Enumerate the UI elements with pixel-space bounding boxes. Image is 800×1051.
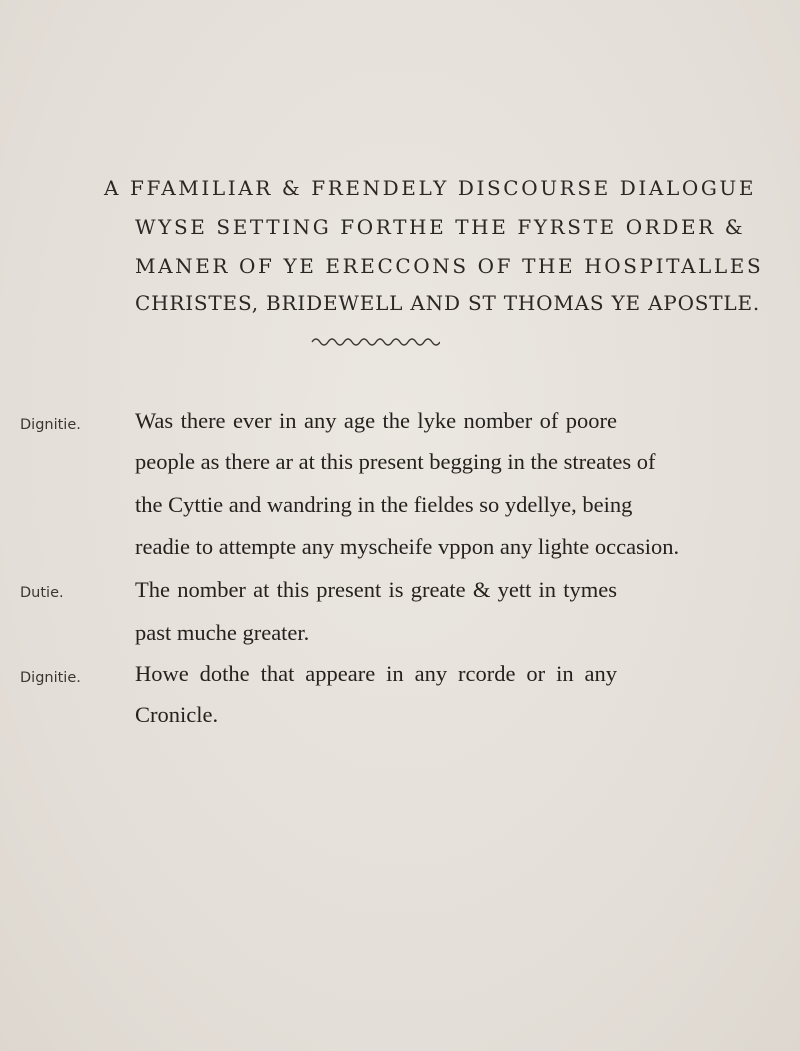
body-line-3: the Cyttie and wandring in the fieldes so ydellye, being (135, 492, 633, 517)
heading-line-1: A FFAMILIAR & FRENDELY DISCOURSE DIALOGUE (104, 176, 757, 200)
ornament-divider (310, 334, 440, 348)
body-line-8: Cronicle. (135, 702, 219, 727)
body-line-1: Was there ever in any age the lyke nomber of poore (135, 408, 617, 433)
margin-note-dutie: Dutie. (20, 585, 64, 601)
body-line-7: Howe dothe that appeare in any rcorde or in any (135, 661, 617, 686)
heading-line-4: CHRISTES, BRIDEWELL AND ST THOMAS YE APOSTLE. (135, 291, 761, 315)
body-line-4: readie to attempte any myscheife vppon any lighte occasion. (135, 534, 680, 559)
heading-line-3: MANER OF YE ERECCONS OF THE HOSPITALLES (135, 254, 764, 278)
margin-note-dignitie-1: Dignitie. (20, 417, 81, 433)
body-line-5: The nomber at this present is greate & yett in tymes (135, 577, 617, 602)
margin-note-dignitie-2: Dignitie. (20, 670, 81, 686)
heading-line-2: WYSE SETTING FORTHE THE FYRSTE ORDER & (135, 215, 746, 239)
body-line-2: people as there ar at this present begging in the streates of (135, 449, 656, 474)
body-line-6: past muche greater. (135, 620, 310, 645)
